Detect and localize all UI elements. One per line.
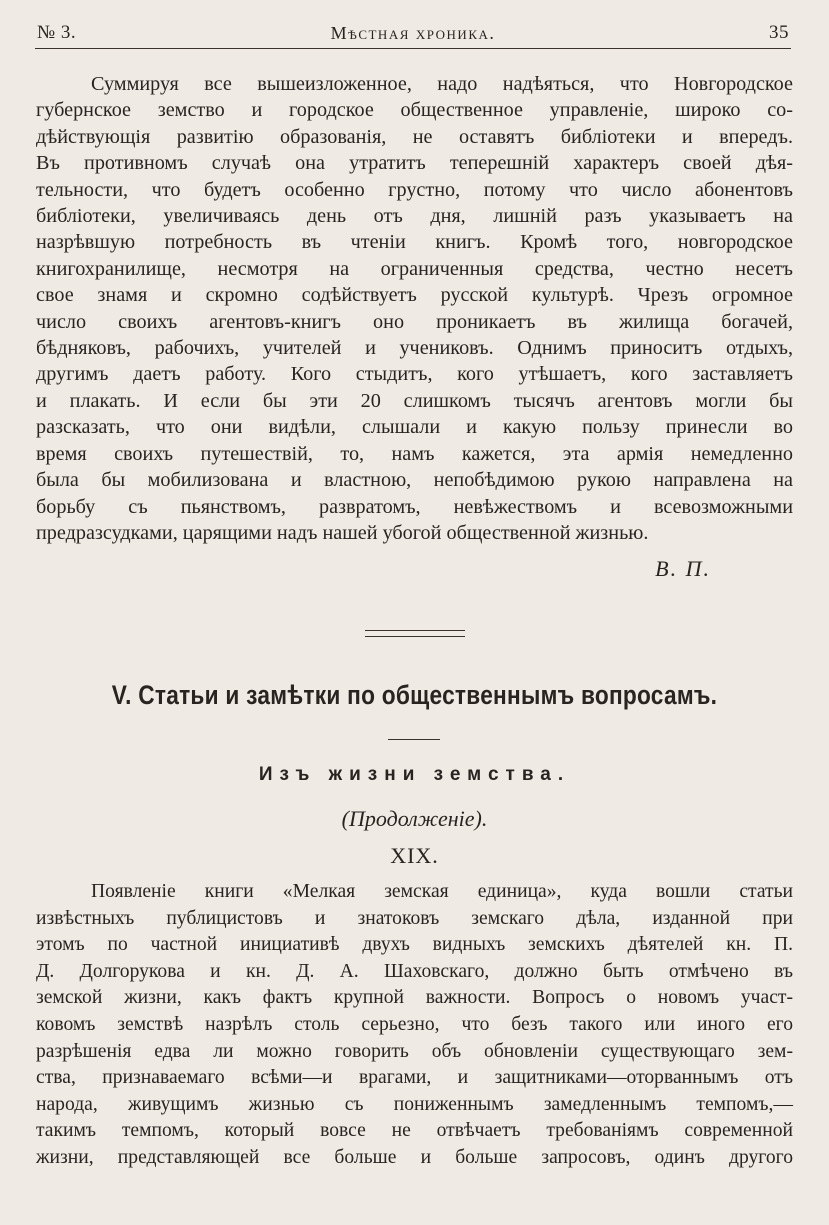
text-line: назрѣвшую потребность въ чтеніи книгъ. Кромѣ того, новгородское — [36, 231, 793, 254]
text-line: библіотеки, увеличиваясь день отъ дня, лишній разъ указываетъ на — [36, 205, 793, 228]
text-line: другимъ даетъ работу. Кого стыдитъ, кого утѣшаетъ, кого заставляетъ — [36, 363, 793, 386]
text-line: Появленіе книги «Мелкая земская единица», куда вошли статьи — [91, 881, 793, 902]
text-line: бѣдняковъ, рабочихъ, учителей и учениковъ. Однимъ приноситъ отдыхъ, — [36, 337, 793, 360]
chapter-number: XIX. — [390, 843, 439, 868]
section-title: V. Статьи и замѣтки по общественнымъ вопросамъ. — [111, 680, 718, 710]
text-line: народа, живущимъ жизнью съ пониженнымъ замедленнымъ темпомъ,— — [36, 1093, 793, 1115]
article-title: Изъ жизни земства. — [258, 764, 571, 785]
text-line: жизни, представляющей все больше и больше запросовъ, одинъ другого — [36, 1146, 793, 1168]
text-line: и плакать. И если бы эти 20 слишкомъ тысячъ агентовъ могли бы — [36, 389, 793, 412]
issue-number: № 3. — [37, 22, 77, 43]
text-line: такимъ темпомъ, который вовсе не отвѣчаетъ требованіямъ современной — [36, 1120, 793, 1142]
author-signature: В. П. — [655, 556, 711, 581]
text-line: книгохранилище, несмотря на ограниченныя средства, честно несетъ — [36, 257, 793, 280]
article-start-paragraph — [36, 879, 793, 1172]
page-number: 35 — [769, 22, 789, 43]
text-line: предразсудками, царящими надъ нашей убогой общественной жизнью. — [36, 521, 649, 544]
header-title: Мѣстная хроника. — [330, 23, 496, 43]
text-line: Д. Долгорукова и кн. Д. А. Шаховскаго, должно быть отмѣчено въ — [36, 960, 793, 982]
text-line: земской жизни, какъ фактъ крупной важности. Вопросъ о новомъ участ- — [36, 987, 793, 1009]
text-line: ковомъ земствѣ назрѣлъ столь серьезно, что безъ такого или иного его — [36, 1013, 793, 1035]
text-line: свое знамя и скромно содѣйствуетъ русской культурѣ. Чрезъ огромное — [36, 284, 793, 307]
text-line: была бы мобилизована и властною, непобѣдимою рукою направлена на — [36, 469, 793, 492]
text-line: время своихъ путешествій, то, намъ кажется, эта армія немедленно — [36, 442, 793, 465]
text-line: борьбу съ пьянствомъ, развратомъ, невѣжествомъ и всевозможными — [36, 495, 793, 518]
text-line: губернское земство и городское общественное управленіе, широко со- — [36, 99, 793, 122]
continued-note: (Продолженіе). — [341, 806, 488, 831]
article-end-paragraph — [36, 71, 793, 546]
text-line: Въ противномъ случаѣ она утратитъ теперешній характеръ своей дѣя- — [36, 152, 793, 175]
text-line: дѣйствующія развитію образованія, не оставятъ библіотеки и впередъ. — [36, 125, 793, 148]
text-line: ства, признаваемаго всѣми—и врагами, и защитниками—оторваннымъ отъ — [36, 1067, 793, 1089]
running-header — [35, 20, 791, 49]
section-divider — [365, 630, 465, 637]
text-line: Суммируя все вышеизложенное, надо надѣяться, что Новгородское — [91, 73, 793, 95]
text-line: этомъ по частной инициативѣ двухъ видныхъ земскихъ дѣятелей кн. П. — [36, 934, 793, 956]
text-line: разсказать, что они видѣли, слышали и какую пользу принесли во — [36, 416, 793, 439]
text-line: тельности, что будетъ особенно грустно, потому что число абонентовъ — [36, 178, 793, 201]
text-line: извѣстныхъ публицистовъ и знатоковъ земскаго дѣла, изданной при — [36, 907, 793, 929]
title-divider — [388, 739, 440, 740]
text-line: число своихъ агентовъ-книгъ оно проникаетъ въ жилища богачей, — [36, 310, 793, 333]
text-line: разрѣшенія едва ли можно говорить объ обновленіи существующаго зем- — [36, 1040, 793, 1062]
